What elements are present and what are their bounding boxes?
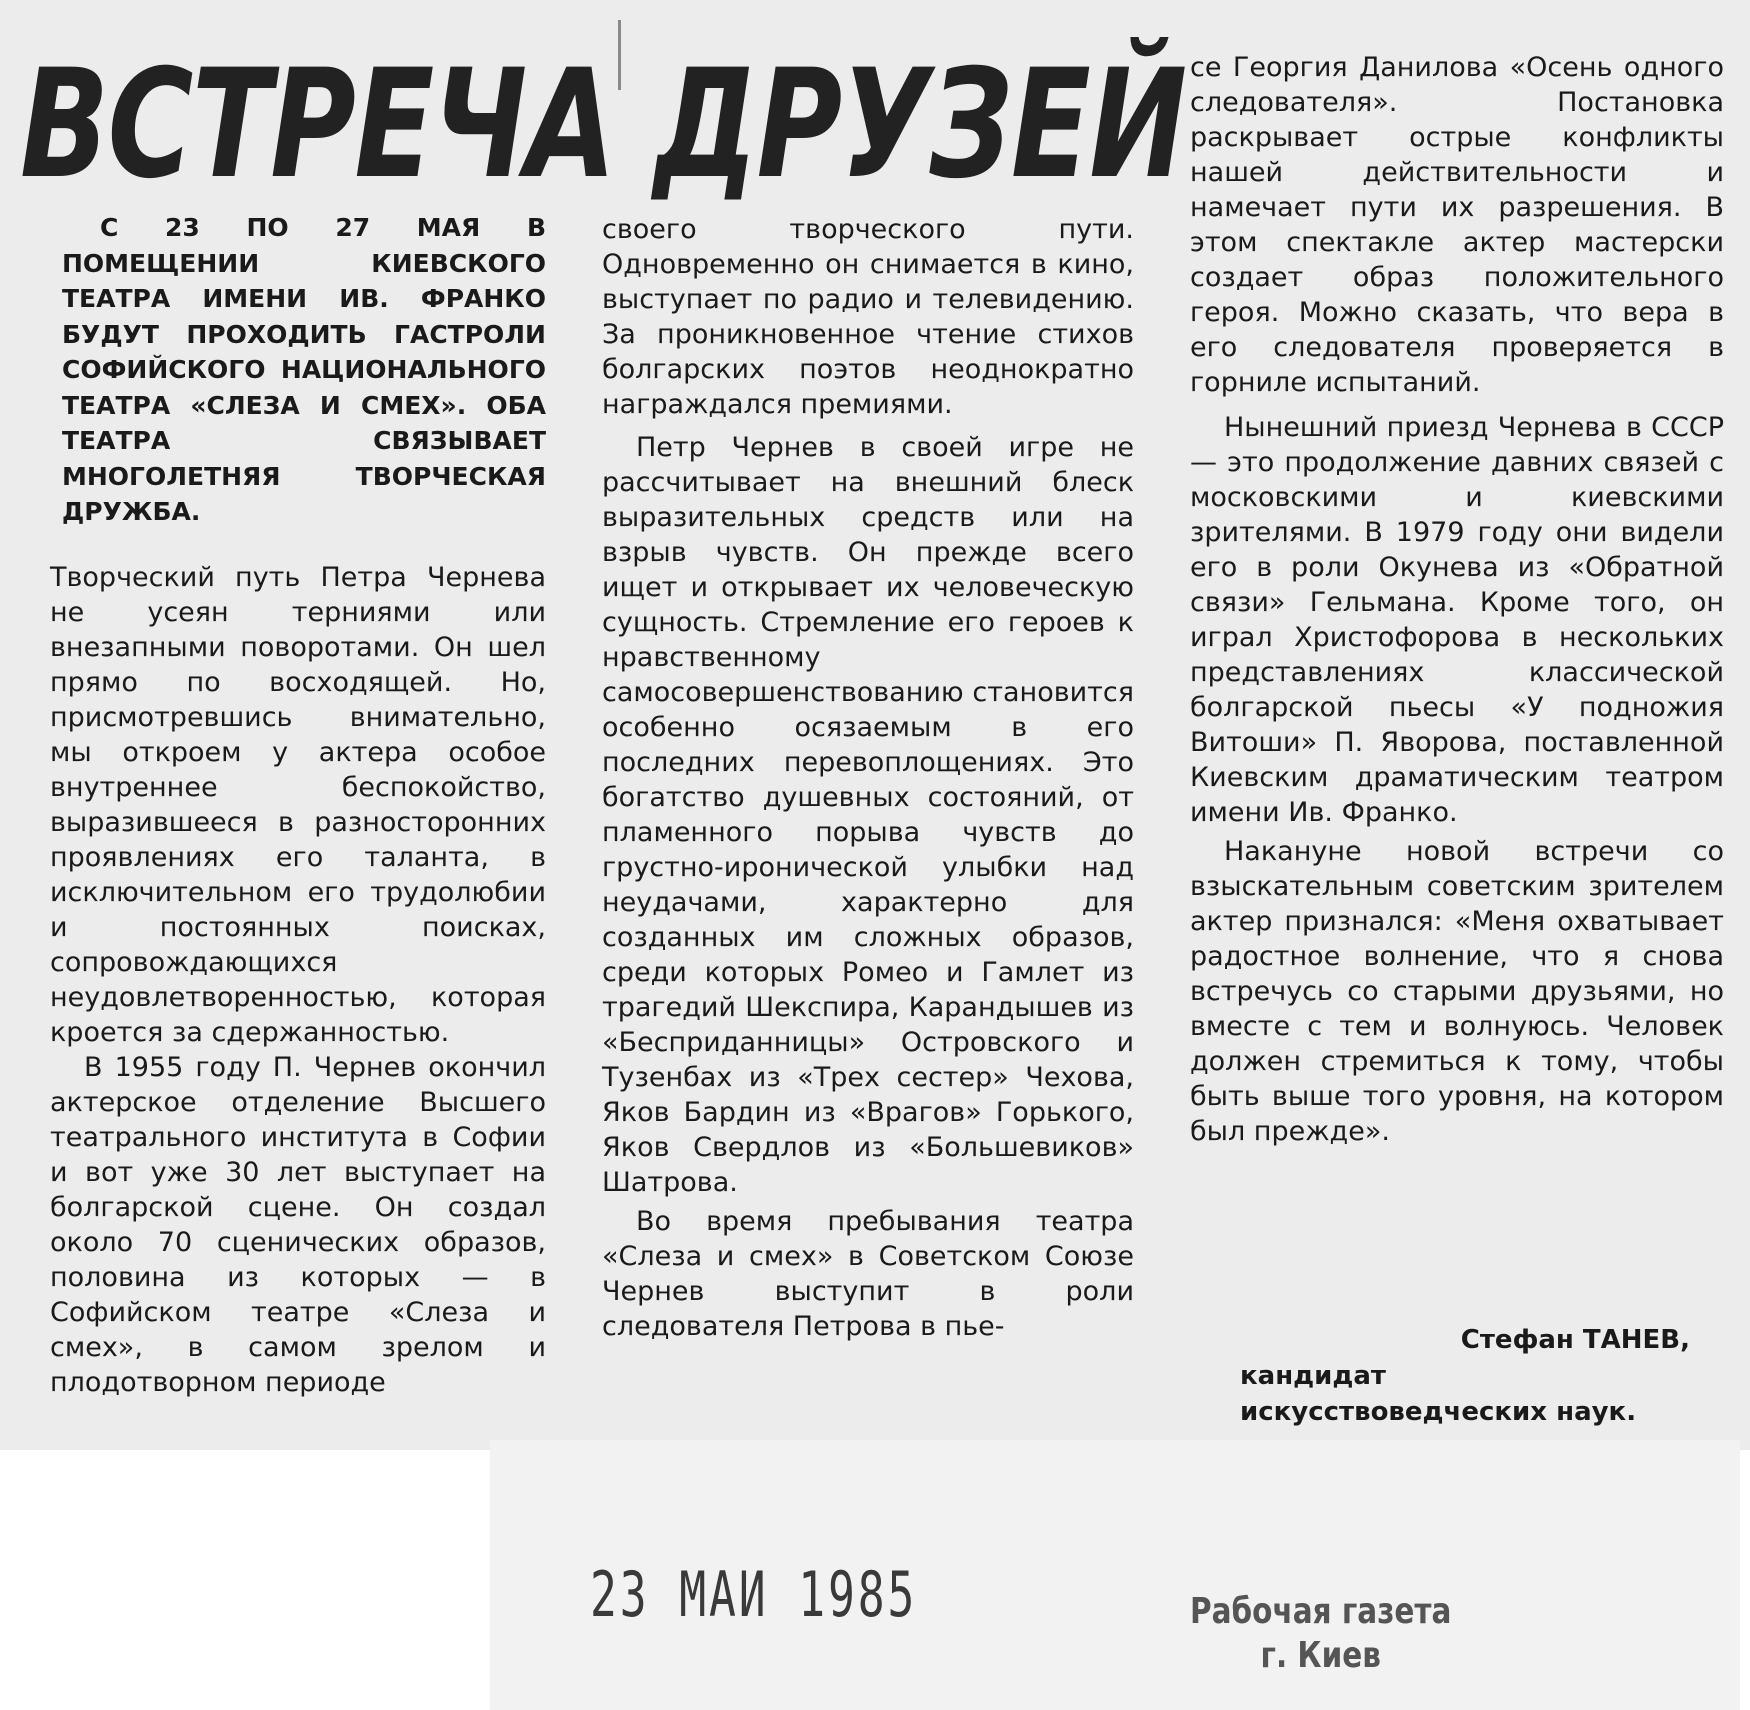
author-signature [1240, 1322, 1690, 1430]
source-newspaper: Рабочая газета [1190, 1591, 1452, 1632]
column-3-paragraph-2: Нынешний приезд Чернева в СССР — это продолжение давних связей с московскими и киевскими зрителями. В 1979 году они видели его в роли Окунева из «Обратной связи» Гельмана. Кроме того, он играл Христофорова в нескольких представлениях классической болгарской пьесы «У подножия Витоши» П. Яворова, поставленной Киевским драматическим театром имени Ив. Франко. [1190, 412, 1724, 828]
author-name: Стефан ТАНЕВ, [1460, 1325, 1690, 1355]
column-1 [50, 560, 546, 1400]
lead-text: С 23 ПО 27 МАЯ В ПОМЕЩЕНИИ КИЕВСКОГО ТЕАТРА ИМЕНИ ИВ. ФРАНКО БУДУТ ПРОХОДИТЬ ГАСТРОЛИ СОФИЙСКОГО НАЦИОНАЛЬНОГО ТЕАТРА «СЛЕЗА И СМЕХ». ОБА ТЕАТРА СВЯЗЫВАЕТ МНОГОЛЕТНЯЯ ТВОРЧЕСКАЯ ДРУЖБА. [62, 213, 546, 526]
column-2 [602, 212, 1134, 1344]
column-3-paragraph-1: се Георгия Данилова «Осень одного следователя». Постановка раскрывает острые конфликты нашей действительности и намечает пути их разрешения. В этом спектакле актер мастерски создает образ положительного героя. Можно сказать, что вера в его следователя проверяется в горниле испытаний. [1190, 52, 1724, 398]
article-headline: ВСТРЕЧА ДРУЗЕЙ [20, 38, 1186, 212]
source-city: г. Киев [1260, 1635, 1381, 1676]
column-2-paragraph-1: своего творческого пути. Одновременно он снимается в кино, выступает по радио и телевидению. За проникновенное чтение стихов болгарских поэтов неоднократно награждался премиями. [602, 214, 1134, 420]
column-2-paragraph-3: Во время пребывания театра «Слеза и смех» в Советском Союзе Чернев выступит в роли следователя Петрова в пье- [602, 1206, 1134, 1342]
source-stamp [1190, 1590, 1518, 1678]
author-title: кандидат искусствоведческих наук. [1240, 1361, 1637, 1427]
article-lead [62, 210, 546, 530]
column-1-paragraph-1: Творческий путь Петра Чернева не усеян терниями или внезапными поворотами. Он шел прямо по восходящей. Но, присмотревшись внимательно, мы откроем у актера особое внутреннее беспокойство, выразившееся в разносторонних проявлениях его таланта, в исключительном его трудолюбии и постоянных поисках, сопровождающихся неудовлетворенностью, которая кроется за сдержанностью. [50, 562, 546, 1048]
column-3 [1190, 50, 1724, 1149]
column-2-paragraph-2: Петр Чернев в своей игре не рассчитывает на внешний блеск выразительных средств или на взрыв чувств. Он прежде всего ищет и открывает их человеческую сущность. Стремление его героев к нравственному самосовершенствованию становится особенно осязаемым в его последних перевоплощениях. Это богатство душевных состояний, от пламенного порыва чувств до грустно-иронической улыбки над неудачами, характерно для созданных им сложных образов, среди которых Ромео и Гамлет из трагедий Шекспира, Карандышев из «Бесприданницы» Островского и Тузенбах из «Трех сестер» Чехова, Яков Бардин из «Врагов» Горького, Яков Свердлов из «Большевиков» Шатрова. [602, 432, 1134, 1198]
column-1-paragraph-2: В 1955 году П. Чернев окончил актерское отделение Высшего театрального института в Софии и вот уже 30 лет выступает на болгарской сцене. Он создал около 70 сценических образов, половина из которых — в Софийском театре «Слеза и смех», в самом зрелом и плодотворном периоде [50, 1052, 546, 1398]
column-3-paragraph-3: Накануне новой встречи со взыскательным советским зрителем актер признался: «Меня охватывает радостное волнение, что я снова встречусь со старыми друзьями, но вместе с тем и волнуюсь. Человек должен стремиться к тому, чтобы быть выше того уровня, на котором был прежде». [1190, 836, 1724, 1147]
date-stamp: 23 МАИ 1985 [590, 1558, 918, 1631]
